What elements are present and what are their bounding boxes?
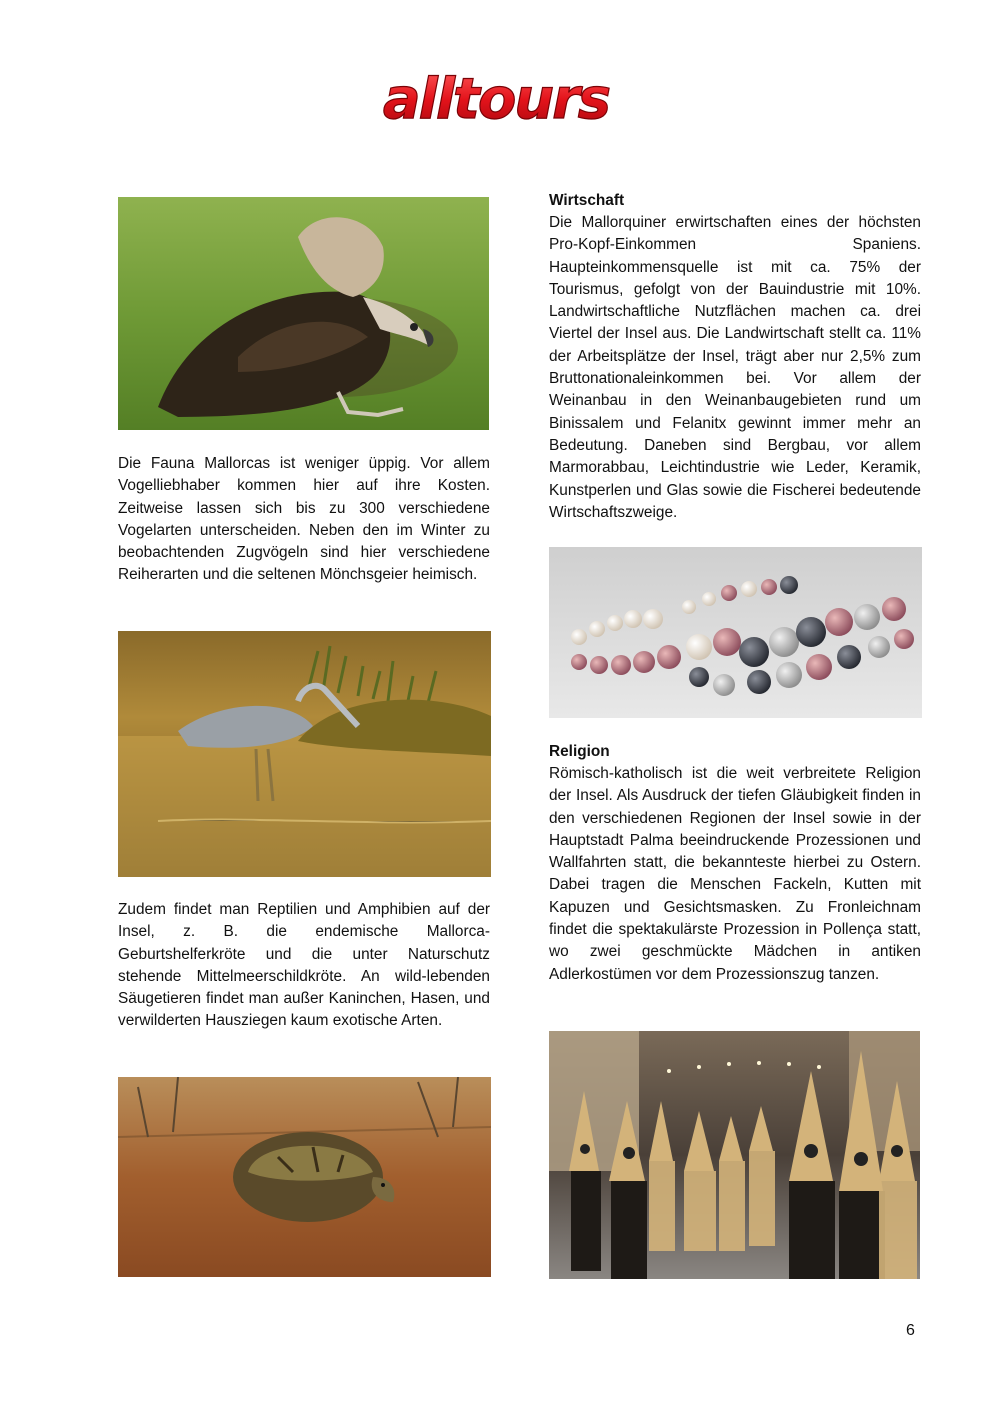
wirtschaft-heading: Wirtschaft <box>549 192 625 209</box>
procession-photo <box>549 1031 920 1279</box>
fauna-paragraph: Die Fauna Mallorcas ist weniger üppig. Vor allem Vogelliebhaber kommen hier auf ihre Kosten. Zeitweise lassen sich bis zu 300 verschiedene Vogelarten unterscheiden. Neben den im Winter zu beobachtenden Zugvögeln sind hier verschiedene Reiherarten und die seltenen Mönchsgeier heimisch. <box>118 455 490 584</box>
page-number: 6 <box>906 1322 915 1339</box>
pearls-photo <box>549 547 922 718</box>
reptiles-paragraph: Zudem findet man Reptilien und Amphibien auf der Insel, z. B. die endemische Mallorca-Geburtshelferkröte und die unter Naturschutz stehende Mittelmeerschildkröte. An wild-lebenden Säugetieren findet man außer Kaninchen, Hasen, und verwilderten Hausziegen kaum exotische Arten. <box>118 901 490 1030</box>
religion-paragraph: Römisch-katholisch ist die weit verbreitete Religion der Insel. Als Ausdruck der tiefen Gläubigkeit finden in den verschiedenen Regionen der Insel sowie in der Hauptstadt Palma beeindruckende Prozessionen und Wallfahrten statt, die bekannteste hierbei zu Ostern. Dabei tragen die Menschen Fackeln, Kutten mit Kapuzen und Gesichtsmasken. Zu Fronleichnam findet die spektakulärste Prozession in Pollença statt, wo zwei geschmückte Mädchen in antiken Adlerkostümen vor dem Prozessionszug tanzen. <box>549 765 921 983</box>
vulture-photo <box>118 197 489 430</box>
heron-photo <box>118 631 491 877</box>
logo-text: alltours <box>382 68 610 132</box>
wirtschaft-paragraph: Die Mallorquiner erwirtschaften eines der höchsten Pro-Kopf-Einkommen Spaniens. Haupteinkommensquelle ist mit ca. 75% der Tourismus, gefolgt von der Bauindustrie mit 10%. Landwirtschaftliche Nutzflächen machen ca. drei Viertel der Insel aus. Die Landwirtschaft stellt ca. 11% der Arbeitsplätze der Insel, trägt aber nur 2,5% zum Bruttonationaleinkommen bei. Vor allem der Weinanbau in den Weinanbaugebieten rund um Binissalem und Felanitx gewinnt immer mehr an Bedeutung. Daneben sind Bergbau, vor allem Marmorabbau, Leichtindustrie wie Leder, Keramik, Kunstperlen und Glas sowie die Fischerei bedeutende Wirtschaftszweige. <box>549 214 921 521</box>
alltours-logo <box>368 68 624 132</box>
religion-heading: Religion <box>549 743 610 760</box>
tortoise-photo <box>118 1077 491 1277</box>
